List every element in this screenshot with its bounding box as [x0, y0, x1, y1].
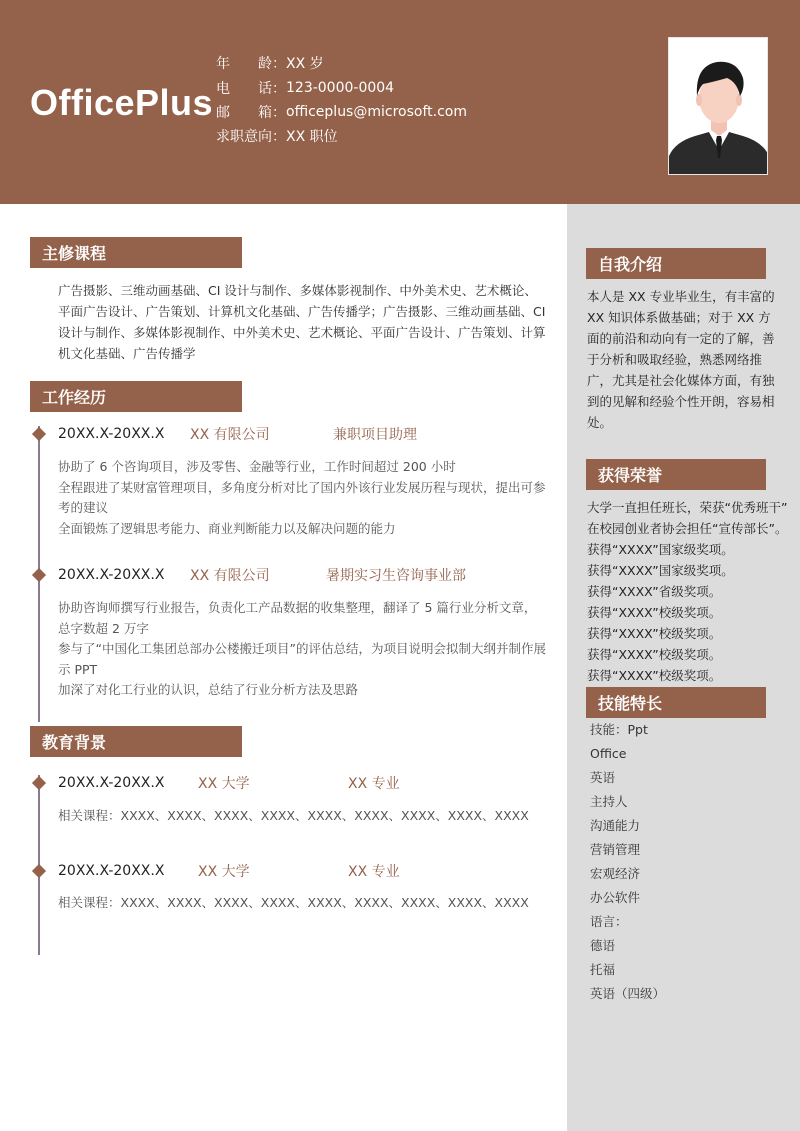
info-label: 求职意向：: [216, 129, 286, 145]
info-phone: [216, 76, 394, 100]
section-title-work: 工作经历: [30, 381, 242, 412]
detail-line: 协助了 6 个咨询项目，涉及零售、金融等行业，工作时间超过 200 小时: [58, 459, 456, 474]
honor-item: 获得“XXXX”国家级奖项。: [587, 563, 734, 578]
entry-date: 20XX.X-20XX.X: [58, 775, 165, 791]
honor-item: 获得“XXXX”校级奖项。: [587, 647, 722, 662]
detail-line: 参与了“中国化工集团总部办公楼搬迁项目”的评估总结，为项目说明会拟制大纲并制作展示 PPT: [58, 641, 546, 677]
section-title-education: 教育背景: [30, 726, 242, 757]
edu-entry-header: [58, 772, 538, 794]
detail-line: 全面锻炼了逻辑思考能力、商业判断能力以及解决问题的能力: [58, 520, 396, 536]
edu-entry-header: [58, 860, 538, 882]
skill-item: 主持人: [590, 794, 628, 809]
skill-item: 英语: [590, 770, 616, 785]
honor-item: 获得“XXXX”校级奖项。: [587, 605, 722, 620]
skill-item: 托福: [590, 962, 616, 977]
honor-item: 大学一直担任班长，荣获“优秀班干”: [587, 500, 788, 515]
skill-item: 语言：: [590, 914, 628, 929]
info-label: 年 龄：: [216, 56, 286, 72]
entry-company: XX 有限公司: [190, 427, 270, 443]
skills-list: [590, 718, 770, 1006]
info-value: 123-0000-0004: [286, 80, 395, 96]
header-banner: [0, 0, 800, 204]
info-objective: [216, 124, 338, 148]
work-entry-header: [58, 564, 538, 586]
info-age: [216, 51, 324, 75]
skill-item: 办公软件: [590, 890, 641, 905]
entry-role: 兼职项目助理: [333, 427, 417, 443]
section-title-courses: 主修课程: [30, 237, 242, 268]
edu-courses: 相关课程：XXXX、XXXX、XXXX、XXXX、XXXX、XXXX、XXXX、XXXX、XXXX: [58, 808, 529, 823]
section-title-honors: 获得荣誉: [586, 459, 766, 490]
info-value: XX 岁: [286, 56, 324, 72]
skill-item: 技能：Ppt: [590, 722, 648, 737]
courses-text: 广告摄影、三维动画基础、CI 设计与制作、多媒体影视制作、中外美术史、艺术概论、平面广告设计、广告策划、计算机文化基础、广告传播学；广告摄影、三维动画基础、CI 设计与制作、多媒体影视制作、中外美术史、艺术概论、平面广告设计、广告策划、计算机文化基础、广告传播学: [58, 283, 546, 361]
info-value: XX 职位: [286, 129, 338, 145]
profile-photo: [668, 37, 768, 175]
skill-item: 德语: [590, 938, 616, 953]
entry-date: 20XX.X-20XX.X: [58, 567, 165, 583]
honor-item: 获得“XXXX”校级奖项。: [587, 668, 722, 683]
section-title-about: 自我介绍: [586, 248, 766, 279]
detail-line: 加深了对化工行业的认识，总结了行业分析方法及思路: [58, 682, 359, 697]
entry-date: 20XX.X-20XX.X: [58, 863, 165, 879]
entry-date: 20XX.X-20XX.X: [58, 426, 165, 442]
info-email: [216, 100, 467, 124]
work-entry-details: [58, 457, 548, 539]
timeline-marker: [32, 568, 46, 582]
skill-item: 营销管理: [590, 842, 641, 857]
section-title-skills: 技能特长: [586, 687, 766, 718]
timeline-marker: [32, 427, 46, 441]
work-entry-header: [58, 423, 538, 445]
entry-company: XX 有限公司: [190, 568, 270, 584]
timeline-marker: [32, 776, 46, 790]
edu-courses: 相关课程：XXXX、XXXX、XXXX、XXXX、XXXX、XXXX、XXXX、XXXX、XXXX: [58, 895, 529, 910]
honor-item: 获得“XXXX”国家级奖项。: [587, 542, 734, 557]
applicant-name: OfficePlus: [30, 82, 214, 123]
info-label: 邮 箱：: [216, 105, 286, 121]
skill-item: Office: [590, 746, 627, 761]
honor-item: 获得“XXXX”校级奖项。: [587, 626, 722, 641]
detail-line: 协助咨询师撰写行业报告，负责化工产品数据的收集整理，翻译了 5 篇行业分析文章，总字数超 2 万字: [58, 600, 537, 636]
detail-line: 全程跟进了某财富管理项目，多角度分析对比了国内外该行业发展历程与现状，提出可参考的建议: [58, 479, 546, 515]
entry-role: 暑期实习生咨询事业部: [326, 568, 466, 584]
honor-item: 在校园创业者协会担任“宣传部长”。: [587, 521, 788, 536]
about-text: 本人是 XX 专业毕业生，有丰富的 XX 知识体系做基础；对于 XX 方面的前沿和动向有一定的了解，善于分析和吸取经验，熟悉网络推广，尤其是社会化媒体方面，有独到的见解和经验个性开朗，容易相处。: [587, 289, 775, 430]
honors-list: [587, 497, 788, 686]
entry-school: XX 大学: [198, 864, 250, 880]
entry-major: XX 专业: [348, 776, 400, 792]
info-label: 电 话：: [216, 81, 286, 97]
timeline-marker: [32, 864, 46, 878]
skill-item: 英语（四级）: [590, 986, 666, 1001]
skill-item: 宏观经济: [590, 866, 641, 881]
entry-major: XX 专业: [348, 864, 400, 880]
skill-item: 沟通能力: [590, 818, 641, 833]
honor-item: 获得“XXXX”省级奖项。: [587, 584, 722, 599]
info-value: officeplus@microsoft.com: [286, 104, 467, 120]
work-entry-details: [58, 598, 548, 701]
avatar-icon: [669, 38, 768, 175]
entry-school: XX 大学: [198, 776, 250, 792]
